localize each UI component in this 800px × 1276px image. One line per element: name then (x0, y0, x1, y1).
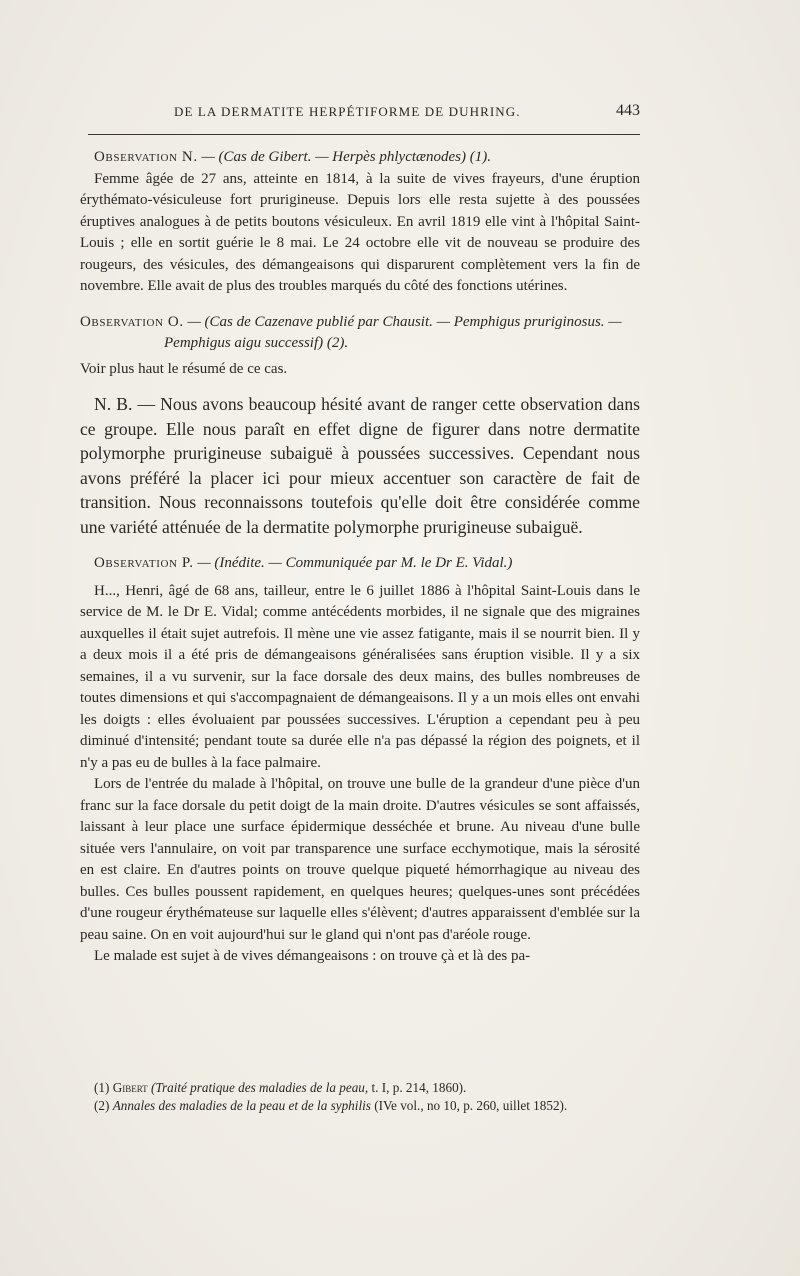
observation-n-heading (80, 147, 640, 169)
observation-n-body: Femme âgée de 27 ans, atteinte en 1814, à la suite de vives frayeurs, d'une éruption érythémato-vésiculeuse fort prurigineuse. Depuis lors elle resta sujette à des poussées éruptives analogues à de petits boutons vésiculeux. En avril 1819 elle vint à l'hôpital Saint-Louis ; elle en sortit guérie le 8 mai. Le 24 octobre elle vit de nouveau se produire des rougeurs, des vésicules, des démangeaisons qui disparurent complètement vers la fin de novembre. Elle avait de plus des troubles marqués du côté des fonctions utérines. (80, 170, 640, 294)
observation-p-heading (80, 553, 640, 575)
observation-o-heading (80, 312, 640, 355)
nota-bene (80, 392, 640, 539)
observation-p-label: Observation P. (94, 555, 194, 571)
observation-n-label: Observation N. (94, 149, 198, 165)
footnote-2 (80, 1097, 640, 1115)
observation-n (80, 147, 640, 298)
observation-o-body: Voir plus haut le résumé de ce cas. (80, 360, 288, 377)
observation-o-label: Observation O. (80, 313, 184, 330)
body-text (80, 147, 640, 968)
footnote-1-rest: t. I, p. 214, 1860). (371, 1080, 467, 1095)
observation-p-paragraph-1: H..., Henri, âgé de 68 ans, tailleur, entre le 6 juillet 1886 à l'hôpital Saint-Louis dans le service de M. le Dr E. Vidal; comme antécédents morbides, il ne signale que des migraines auxquelles il était sujet autrefois. Il mène une vie assez fatigante, mais il se nourrit bien. Il y a deux mois il a été pris de démangeaisons généralisées sans éruption visible. Il y a six semaines, il a vu survenir, sur la face dorsale des deux mains, des bulles nombreuses de toutes dimensions et qui s'accompagnaient de démangeaisons. Il y a un mois elles ont envahi les doigts : elles évoluaient par poussées successives. L'éruption a cependant peu à peu diminué d'intensité; pendant toute sa durée elle n'a pas dépassé la région des poignets, et il n'y a pas eu de bulles à la face palmaire. (80, 582, 640, 771)
footnotes (80, 1079, 640, 1115)
header-rule (88, 134, 640, 135)
running-title: DE LA DERMATITE HERPÉTIFORME DE DUHRING. (174, 104, 521, 119)
nota-bene-text: N. B. — Nous avons beaucoup hésité avant de ranger cette observation dans ce groupe. Elle nous paraît en effet digne de figurer dans notre dermatite polymorphe prurigineuse subaiguë à poussées successives. Cependant nous avons préféré la placer ici pour mieux accentuer son caractère de fait de transition. Nous reconnaissons toutefois qu'elle doit être considérée comme une variété atténuée de la dermatite polymorphe prurigineuse subaiguë. (80, 394, 640, 537)
footnote-1-number: (1) (94, 1080, 110, 1095)
page-number: 443 (616, 102, 640, 119)
footnote-2-number: (2) (94, 1098, 110, 1113)
observation-o (80, 312, 640, 381)
footnote-2-rest: (IVe vol., no 10, p. 260, uillet 1852). (374, 1098, 568, 1113)
observation-p-paragraph-2: Lors de l'entrée du malade à l'hôpital, on trouve une bulle de la grandeur d'une pièce d'un franc sur la face dorsale du petit doigt de la main droite. D'autres vésicules se sont affaissés, laissant à leur place une surface épidermique desséchée et brune. Au niveau d'une bulle située vers l'annulaire, on voit par transparence une surface ecchymotique, mais la sérosité en est claire. En d'autres points on trouve quelque piqueté hémorrhagique au niveau des bulles. Ces bulles poussent rapidement, en quelques heures; quelques-unes sont précédées d'une rougeur érythémateuse sur laquelle elles s'élèvent; d'autres apparaissent d'emblée sur la peau saine. On en voit aujourd'hui sur le gland qui n'ont pas d'aréole rouge. (80, 776, 640, 943)
observation-p-source: — (Inédite. — Communiquée par M. le Dr E. Vidal.) (197, 555, 513, 571)
observation-o-source: — (Cas de Cazenave publié par Chausit. — Pemphigus pruriginosus. — Pemphigus aigu successif) (2). (164, 313, 622, 351)
observation-p (80, 553, 640, 968)
observation-p-paragraph-3: Le malade est sujet à de vives démangeaisons : on trouve çà et là des pa- (94, 948, 531, 964)
footnote-2-title: Annales des maladies de la peau et de la syphilis (112, 1098, 371, 1113)
footnote-1-author: Gibert (112, 1080, 148, 1095)
observation-n-source: — (Cas de Gibert. — Herpès phlyctænodes) (1). (201, 149, 492, 165)
footnote-1-title: (Traité pratique des maladies de la peau, (150, 1080, 369, 1095)
running-head (80, 104, 640, 124)
footnote-1 (80, 1079, 640, 1097)
